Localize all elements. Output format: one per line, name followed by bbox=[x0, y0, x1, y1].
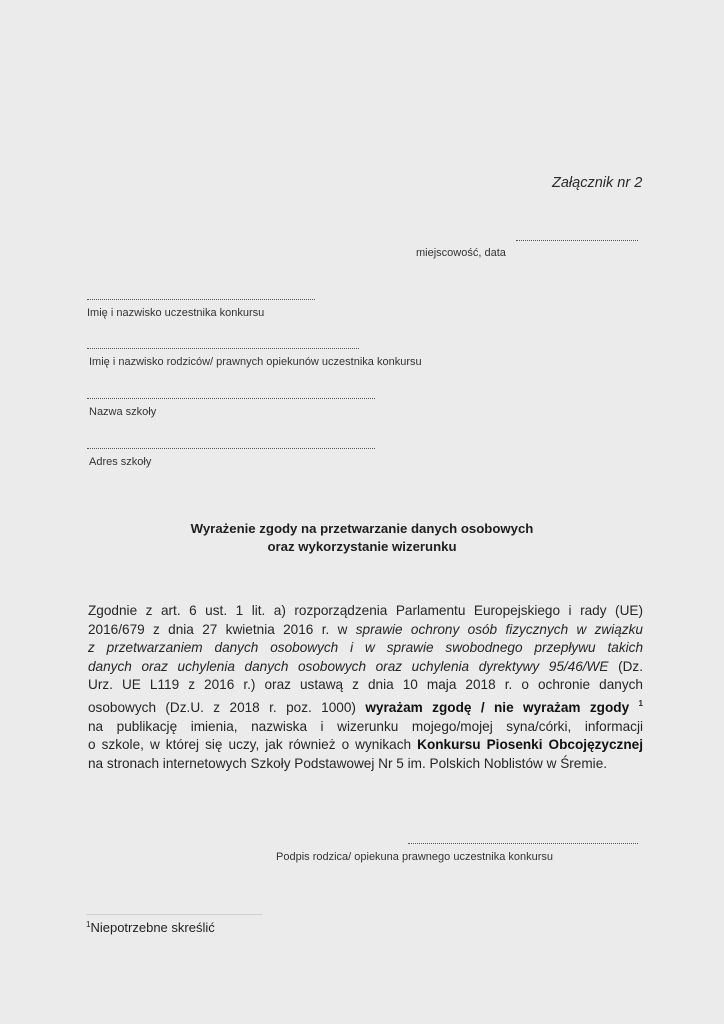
footnote-mark: 1 bbox=[86, 920, 91, 929]
guardian-name-line bbox=[87, 348, 359, 349]
participant-name-line bbox=[87, 299, 315, 300]
consent-paragraph bbox=[88, 602, 643, 773]
school-address-label: Adres szkoły bbox=[89, 456, 152, 468]
para-line-4-text: (Dz. bbox=[608, 658, 643, 674]
school-name-label: Nazwa szkoły bbox=[89, 406, 157, 418]
para-line-6 bbox=[88, 695, 643, 718]
para-line-2-text: 2016/679 z dnia 27 kwietnia 2016 r. w bbox=[88, 621, 356, 637]
document-title bbox=[0, 520, 724, 556]
para-line-9: na stronach internetowych Szkoły Podstawowej Nr 5 im. Polskich Noblistów w Śremie. bbox=[88, 755, 608, 771]
para-line-4-italic: danych oraz uchylenia danych osobowych oraz uchylenia dyrektywy 95/46/WE bbox=[88, 658, 609, 674]
participant-name-label: Imię i nazwisko uczestnika konkursu bbox=[87, 307, 265, 319]
title-line-1: Wyrażenie zgody na przetwarzanie danych osobowych bbox=[190, 521, 534, 536]
para-line-8-text: o szkole, w której się uczy, jak również o wynikach bbox=[88, 737, 418, 753]
school-name-line bbox=[87, 398, 375, 399]
para-line-1: Zgodnie z art. 6 ust. 1 lit. a) rozporządzenia Parlamentu Europejskiego i rady (UE) bbox=[88, 603, 643, 618]
para-line-2-italic: sprawie ochrony osób fizycznych w związku bbox=[355, 621, 643, 637]
place-date-label: miejscowość, data bbox=[416, 247, 506, 259]
signature-line bbox=[408, 843, 638, 844]
para-line-6-text: osobowych (Dz.U. z 2018 r. poz. 1000) bbox=[88, 699, 366, 715]
para-line-4 bbox=[88, 658, 643, 677]
place-date-line bbox=[516, 240, 638, 241]
para-line-3 bbox=[88, 639, 643, 658]
footnote-text: Niepotrzebne skreślić bbox=[90, 920, 215, 935]
footnote-ref: 1 bbox=[638, 698, 643, 708]
consent-choice: wyrażam zgodę / nie wyrażam zgody bbox=[365, 699, 630, 715]
school-address-line bbox=[87, 448, 375, 449]
title-line-2: oraz wykorzystanie wizerunku bbox=[267, 539, 457, 554]
para-line-7: na publikację imienia, nazwiska i wizerunku mojego/mojej syna/córki, informacji bbox=[88, 718, 643, 734]
guardian-name-label: Imię i nazwisko rodziców/ prawnych opiekunów uczestnika konkursu bbox=[89, 356, 422, 368]
signature-label: Podpis rodzica/ opiekuna prawnego uczestnika konkursu bbox=[276, 851, 553, 863]
para-line-8 bbox=[88, 736, 643, 755]
para-line-2 bbox=[88, 621, 643, 640]
para-line-5: Urz. UE L119 z 2016 r.) oraz ustawą z dnia 10 maja 2018 r. o ochronie danych bbox=[88, 677, 643, 693]
footnote-divider bbox=[86, 914, 262, 915]
contest-name: Konkursu Piosenki Obcojęzycznej bbox=[417, 737, 643, 753]
para-line-3-italic: z przetwarzaniem danych osobowych i w sprawie swobodnego przepływu takich bbox=[88, 640, 643, 656]
annex-label: Załącznik nr 2 bbox=[552, 175, 643, 191]
footnote bbox=[86, 920, 215, 935]
